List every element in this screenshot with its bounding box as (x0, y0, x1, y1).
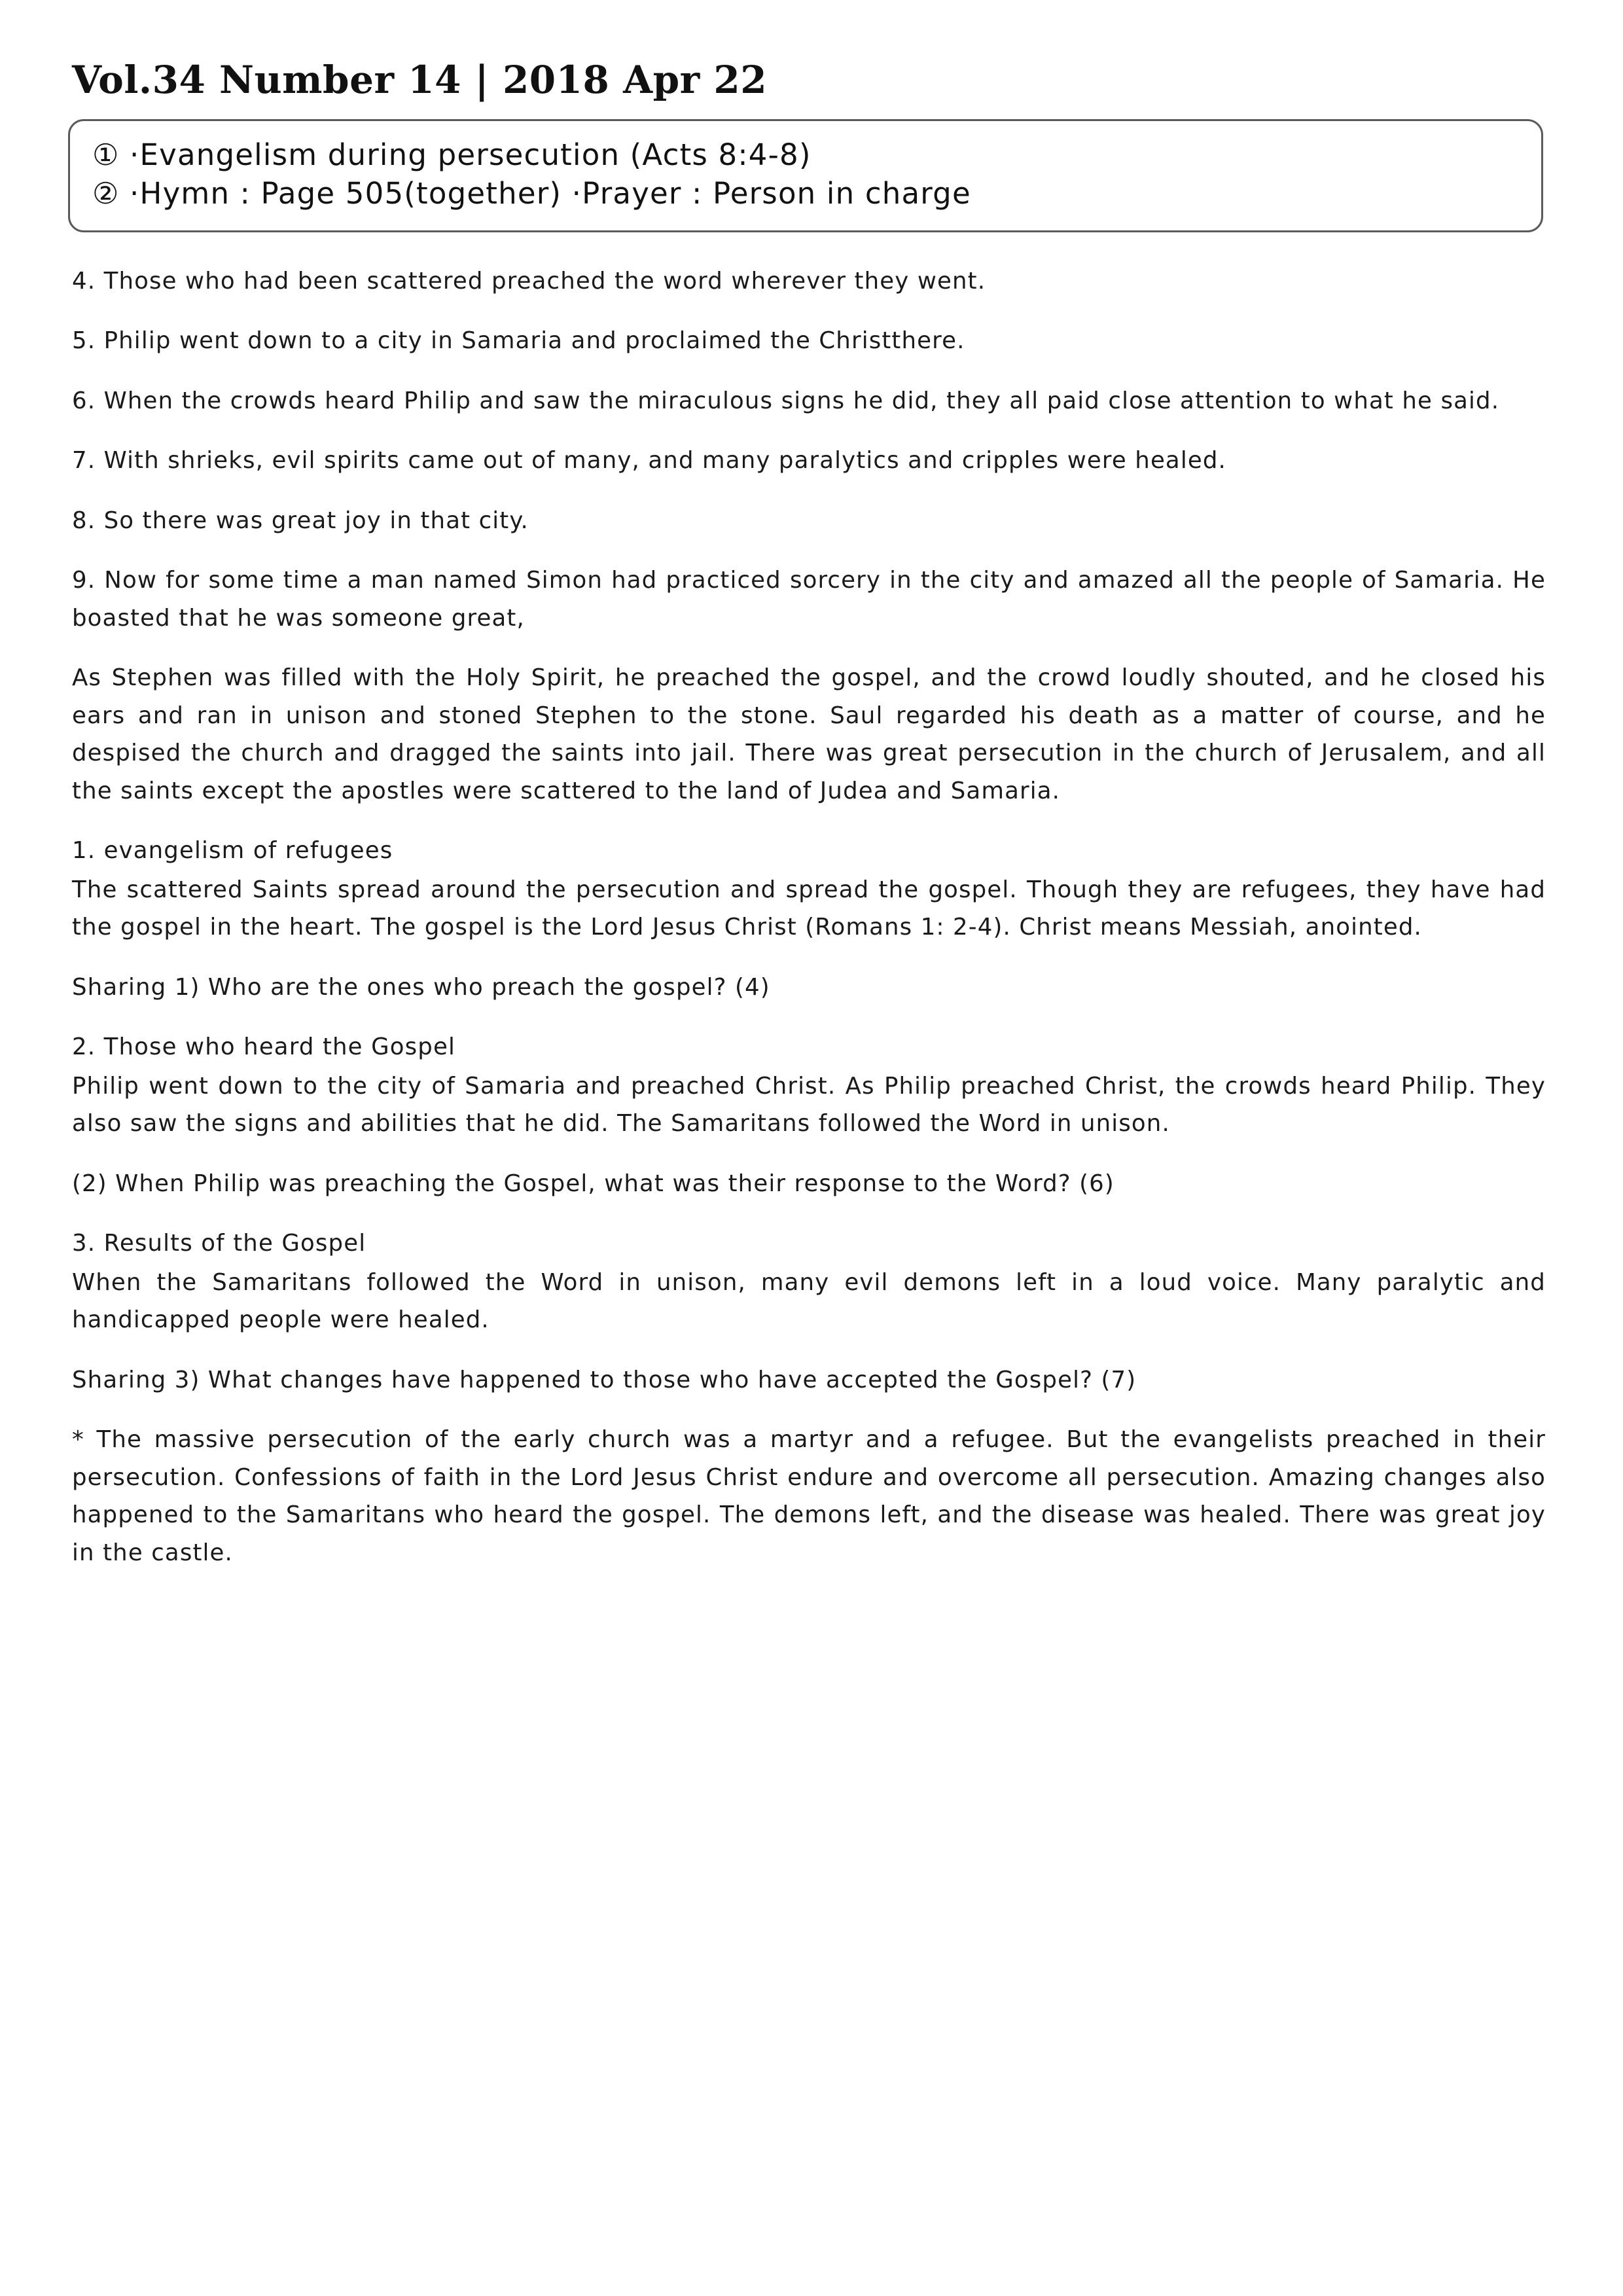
scripture-verse-9: 9. Now for some time a man named Simon had practiced sorcery in the city and amazed all the people of Samaria. He boasted that he was someone great, (72, 567, 1546, 632)
order-of-service-line-1: ① ·Evangelism during persecution (Acts 8:4-8) (92, 137, 812, 172)
point-2-body: Philip went down to the city of Samaria and preached Christ. As Philip preached Christ, the crowds heard Philip. They also saw the signs and abilities that he did. The Samaritans followed the Word in unison. (72, 1072, 1546, 1138)
masthead-title: Vol.34 Number 14 | 2018 Apr 22 (72, 58, 768, 102)
introduction-paragraph: As Stephen was filled with the Holy Spirit, he preached the gospel, and the crowd loudly shouted, and he closed his ears and ran in unison and stoned Stephen to the stone. Saul regarded his death as a matter of course, and he despised the church and dragged the saints into jail. There was great persecution in the church of Jerusalem, and all the saints except the apostles were scattered to the land of Judea and Samaria. (72, 664, 1546, 804)
order-of-service-box (68, 119, 1543, 232)
document-body (68, 262, 1555, 1572)
scripture-verse-8: 8. So there was great joy in that city. (72, 507, 529, 534)
point-3-heading: 3. Results of the Gospel (72, 1230, 366, 1257)
sharing-question-3: Sharing 3) What changes have happened to those who have accepted the Gospel? (7) (72, 1366, 1137, 1393)
scripture-verse-6: 6. When the crowds heard Philip and saw the miraculous signs he did, they all paid close attention to what he said. (72, 387, 1500, 414)
sharing-question-2: (2) When Philip was preaching the Gospel, what was their response to the Word? (6) (72, 1170, 1115, 1197)
point-3-body: When the Samaritans followed the Word in unison, many evil demons left in a loud voice. Many paralytic and handicapped people were healed. (72, 1268, 1546, 1334)
scripture-verse-5: 5. Philip went down to a city in Samaria and proclaimed the Christthere. (72, 327, 965, 355)
point-2-heading: 2. Those who heard the Gospel (72, 1033, 455, 1061)
closing-note: * The massive persecution of the early church was a martyr and a refugee. But the evangelists preached in their persecution. Confessions of faith in the Lord Jesus Christ endure and overcome all persecution. Amazing changes also happened to the Samaritans who heard the gospel. The demons left, and the disease was healed. There was great joy in the castle. (72, 1426, 1546, 1566)
point-1-body: The scattered Saints spread around the persecution and spread the gospel. Though they are refugees, they have had the gospel in the heart. The gospel is the Lord Jesus Christ (Romans 1: 2-4). Christ means Messiah, anointed. (72, 876, 1546, 941)
scripture-verse-4: 4. Those who had been scattered preached the word wherever they went. (72, 267, 986, 295)
point-1-heading: 1. evangelism of refugees (72, 837, 393, 865)
sharing-question-1: Sharing 1) Who are the ones who preach the gospel? (4) (72, 973, 770, 1001)
scripture-verse-7: 7. With shrieks, evil spirits came out of many, and many paralytics and cripples were healed. (72, 447, 1226, 475)
order-of-service-line-2: ② ·Hymn : Page 505(together) ·Prayer : Person in charge (92, 176, 971, 211)
